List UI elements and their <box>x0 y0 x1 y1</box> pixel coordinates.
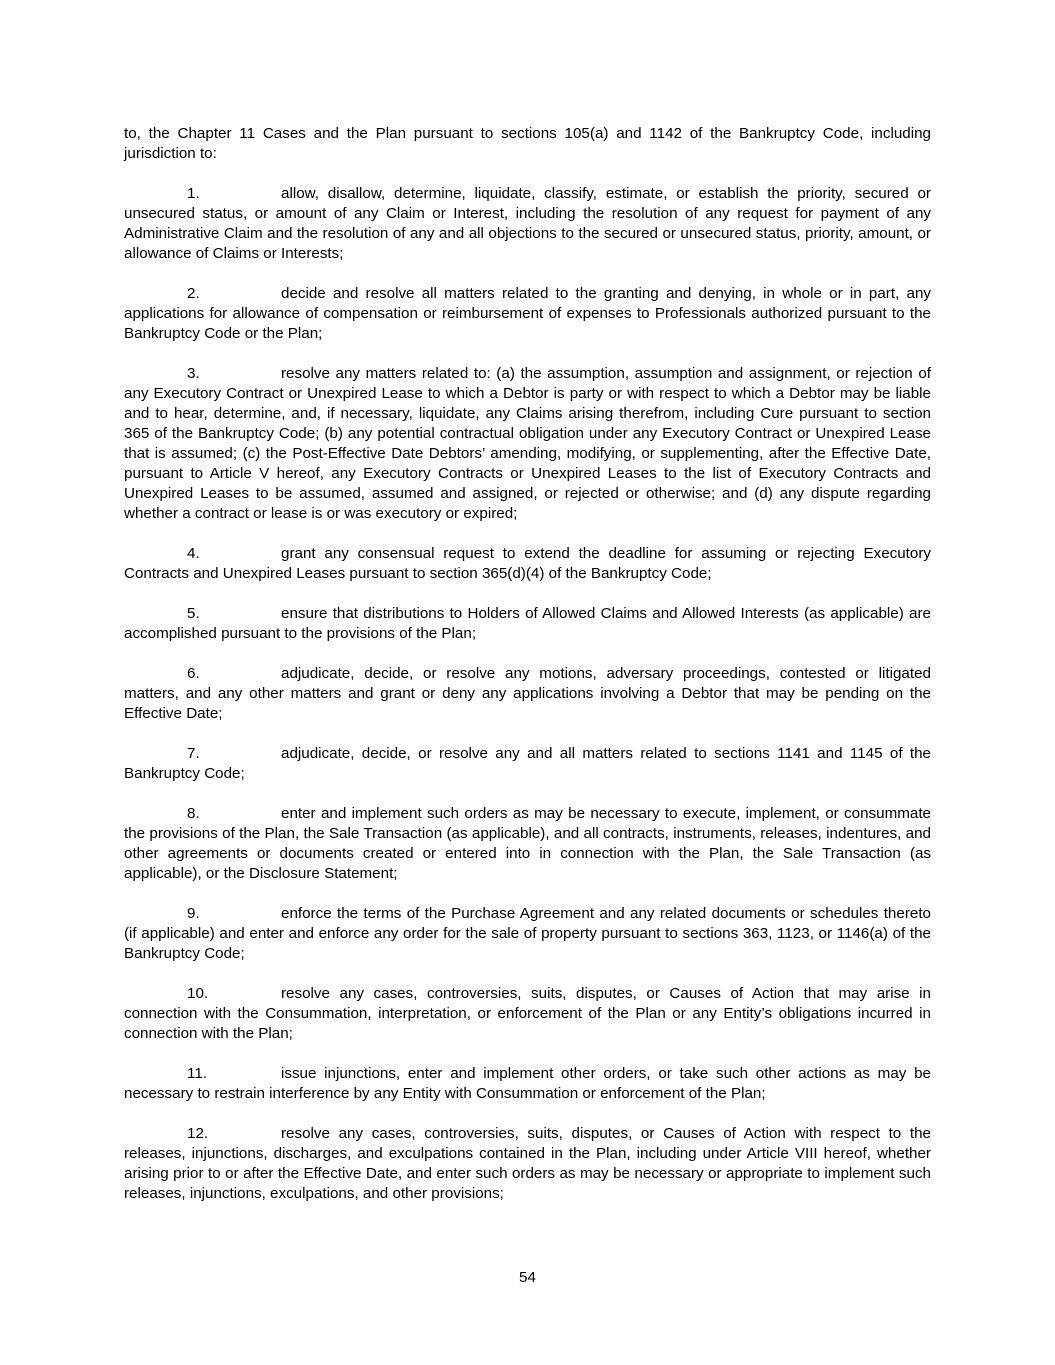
jurisdiction-list <box>124 184 931 1204</box>
item-text: resolve any cases, controversies, suits, disputes, or Causes of Action that may arise in connection with the Consummation, interpretation, or enforcement of the Plan or any Entity’s obligations incurred in connection with the Plan; <box>124 985 931 1042</box>
item-text: allow, disallow, determine, liquidate, classify, estimate, or establish the priority, secured or unsecured status, or amount of any Claim or Interest, including the resolution of any request for payment of any Administrative Claim and the resolution of any and all objections to the secured or unsecured status, priority, amount, or allowance of Claims or Interests; <box>124 185 931 262</box>
item-text: adjudicate, decide, or resolve any motions, adversary proceedings, contested or litigated matters, and any other matters and grant or deny any applications involving a Debtor that may be pending on the Effective Date; <box>124 665 931 722</box>
list-item <box>124 184 931 264</box>
list-item <box>124 804 931 884</box>
list-item <box>124 984 931 1044</box>
item-number: 5. <box>187 605 200 622</box>
item-number: 10. <box>187 985 209 1002</box>
item-text: issue injunctions, enter and implement other orders, or take such other actions as may be necessary to restrain interference by any Entity with Consummation or enforcement of the Plan; <box>124 1065 931 1102</box>
page-number: 54 <box>519 1269 536 1286</box>
list-item <box>124 364 931 524</box>
document-page <box>124 124 931 1224</box>
item-number: 7. <box>187 745 200 762</box>
list-item <box>124 1064 931 1104</box>
item-text: ensure that distributions to Holders of Allowed Claims and Allowed Interests (as applicable) are accomplished pursuant to the provisions of the Plan; <box>124 605 931 642</box>
list-item <box>124 544 931 584</box>
item-text: enforce the terms of the Purchase Agreement and any related documents or schedules thereto (if applicable) and enter and enforce any order for the sale of property pursuant to sections 363, 1123, or 1146(a) of the Bankruptcy Code; <box>124 905 931 962</box>
list-item <box>124 664 931 724</box>
item-text: grant any consensual request to extend the deadline for assuming or rejecting Executory Contracts and Unexpired Leases pursuant to section 365(d)(4) of the Bankruptcy Code; <box>124 545 931 582</box>
item-number: 1. <box>187 185 200 202</box>
item-text: enter and implement such orders as may be necessary to execute, implement, or consummate the provisions of the Plan, the Sale Transaction (as applicable), and all contracts, instruments, releases, indentures, and other agreements or documents created or entered into in connection with the Plan, the Sale Transaction (as applicable), or the Disclosure Statement; <box>124 805 931 882</box>
list-item <box>124 284 931 344</box>
item-number: 12. <box>187 1125 209 1142</box>
list-item <box>124 904 931 964</box>
item-number: 6. <box>187 665 200 682</box>
item-number: 2. <box>187 285 200 302</box>
intro-paragraph: to, the Chapter 11 Cases and the Plan pursuant to sections 105(a) and 1142 of the Bankruptcy Code, including jurisdiction to: <box>124 125 931 162</box>
item-number: 9. <box>187 905 200 922</box>
list-item <box>124 1124 931 1204</box>
item-number: 4. <box>187 545 200 562</box>
item-text: resolve any cases, controversies, suits, disputes, or Causes of Action with respect to the releases, injunctions, discharges, and exculpations contained in the Plan, including under Article VIII hereof, whether arising prior to or after the Effective Date, and enter such orders as may be necessary or appropriate to implement such releases, injunctions, exculpations, and other provisions; <box>124 1125 931 1202</box>
item-text: resolve any matters related to: (a) the assumption, assumption and assignment, or rejection of any Executory Contract or Unexpired Lease to which a Debtor is party or with respect to which a Debtor may be liable and to hear, determine, and, if necessary, liquidate, any Claims arising therefrom, including Cure pursuant to section 365 of the Bankruptcy Code; (b) any potential contractual obligation under any Executory Contract or Unexpired Lease that is assumed; (c) the Post-Effective Date Debtors’ amending, modifying, or supplementing, after the Effective Date, pursuant to Article V hereof, any Executory Contracts or Unexpired Leases to the list of Executory Contracts and Unexpired Leases to be assumed, assumed and assigned, or rejected or otherwise; and (d) any dispute regarding whether a contract or lease is or was executory or expired; <box>124 365 931 522</box>
item-number: 3. <box>187 365 200 382</box>
item-number: 8. <box>187 805 200 822</box>
item-text: adjudicate, decide, or resolve any and all matters related to sections 1141 and 1145 of the Bankruptcy Code; <box>124 745 931 782</box>
list-item <box>124 604 931 644</box>
item-text: decide and resolve all matters related to the granting and denying, in whole or in part, any applications for allowance of compensation or reimbursement of expenses to Professionals authorized pursuant to the Bankruptcy Code or the Plan; <box>124 285 931 342</box>
list-item <box>124 744 931 784</box>
item-number: 11. <box>187 1065 207 1082</box>
